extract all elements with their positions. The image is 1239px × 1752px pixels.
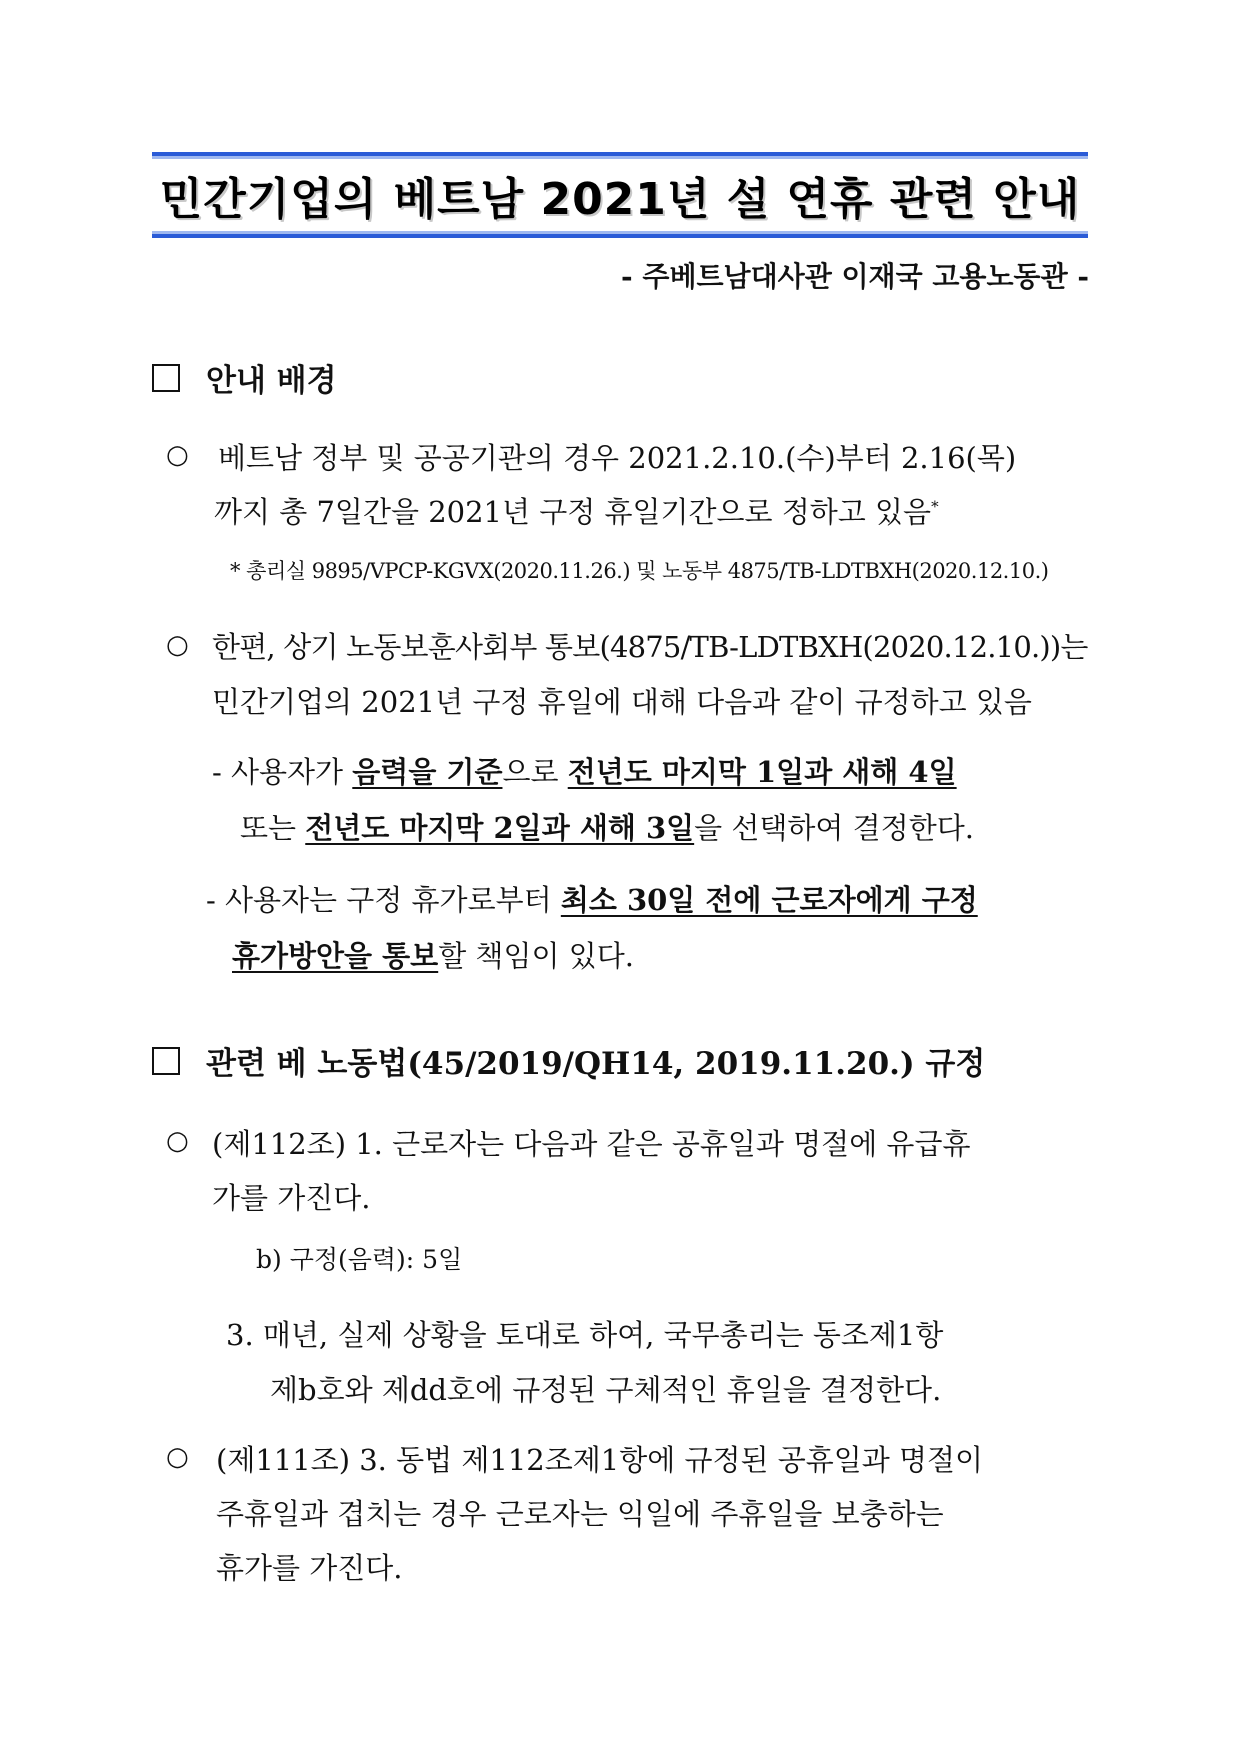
paragraph-text: (제111조) 3. 동법 제112조제1항에 규정된 공휴일과 명절이 <box>216 1443 984 1477</box>
footnote-marker: * <box>931 497 939 516</box>
checkbox-square-icon <box>152 1047 180 1075</box>
paragraph-line <box>214 490 939 531</box>
dash-item-text: 할 책임이 있다. <box>438 939 634 973</box>
byline: - 주베트남대사관 이재국 고용노동관 - <box>621 260 1089 293</box>
section-heading-regulation <box>152 1038 985 1083</box>
dash-item-text: - 사용자가 <box>212 755 344 789</box>
dash-item-text: 으로 <box>502 755 559 789</box>
section-heading-text: 관련 베 노동법(45/2019/QH14, 2019.11.20.) 규정 <box>206 1046 986 1082</box>
checkbox-square-icon <box>152 364 180 392</box>
bullet-icon: ○ <box>166 440 189 470</box>
paragraph-line <box>212 1176 371 1217</box>
dash-item-line <box>212 750 957 791</box>
underlined-emphasis: 전년도 마지막 1일과 새해 4일 <box>567 755 957 789</box>
paragraph-text: 베트남 정부 및 공공기관의 경우 2021.2.10.(수)부터 2.16(목) <box>218 441 1017 475</box>
bullet-icon: ○ <box>166 1442 189 1472</box>
dash-item-line <box>240 806 974 847</box>
paragraph-line <box>270 1368 941 1409</box>
title-banner <box>152 152 1088 238</box>
dash-item-text: - 사용자는 구정 휴가로부터 <box>206 883 552 917</box>
paragraph-text: 3. 매년, 실제 상황을 토대로 하여, 국무총리는 동조제1항 <box>226 1318 944 1352</box>
underlined-emphasis: 휴가방안을 통보 <box>232 939 439 973</box>
paragraph-text: 민간기업의 2021년 구정 휴일에 대해 다음과 같이 규정하고 있음 <box>212 685 1032 719</box>
underlined-emphasis: 음력을 기준 <box>352 755 503 789</box>
paragraph-text: 주휴일과 겹치는 경우 근로자는 익일에 주휴일을 보충하는 <box>216 1497 944 1531</box>
section-heading-text: 안내 배경 <box>206 363 337 399</box>
section-heading-background <box>152 355 337 400</box>
underlined-emphasis: 전년도 마지막 2일과 새해 3일 <box>305 811 695 845</box>
paragraph-text: 휴가를 가진다. <box>216 1551 403 1585</box>
dash-item-text: 을 선택하여 결정한다. <box>694 811 974 845</box>
dash-item-line <box>206 878 978 919</box>
paragraph-text: 까지 총 7일간을 2021년 구정 휴일기간으로 정하고 있음 <box>214 495 932 529</box>
paragraph-text: 제b호와 제dd호에 규정된 구체적인 휴일을 결정한다. <box>270 1373 942 1407</box>
bullet-icon: ○ <box>166 630 189 660</box>
paragraph-text: (제112조) 1. 근로자는 다음과 같은 공휴일과 명절에 유급휴 <box>212 1127 971 1161</box>
paragraph-line <box>216 1492 944 1533</box>
paragraph-text: 한편, 상기 노동보훈사회부 통보(4875/TB-LDTBXH(2020.12.10.))는 <box>212 630 1088 664</box>
document-title: 민간기업의 베트남 2021년 설 연휴 관련 안내 <box>159 174 1081 225</box>
sub-item-b: b) 구정(음력): 5일 <box>256 1245 463 1274</box>
paragraph-line <box>216 1438 983 1479</box>
dash-item-line <box>232 934 634 975</box>
bullet-icon: ○ <box>166 1126 189 1156</box>
dash-item-text: 또는 <box>240 811 297 845</box>
paragraph-line <box>212 1122 970 1163</box>
paragraph-text: 가를 가진다. <box>212 1181 371 1215</box>
underlined-emphasis: 최소 30일 전에 근로자에게 구정 <box>560 883 978 917</box>
paragraph-line <box>216 1546 403 1587</box>
paragraph-line <box>226 1313 943 1354</box>
paragraph-line <box>218 436 1090 477</box>
paragraph-line <box>212 625 1088 666</box>
footnote: * 총리실 9895/VPCP-KGVX(2020.11.26.) 및 노동부 4875/TB-LDTBXH(2020.12.10.) <box>230 559 1049 583</box>
paragraph-line <box>212 680 1032 721</box>
